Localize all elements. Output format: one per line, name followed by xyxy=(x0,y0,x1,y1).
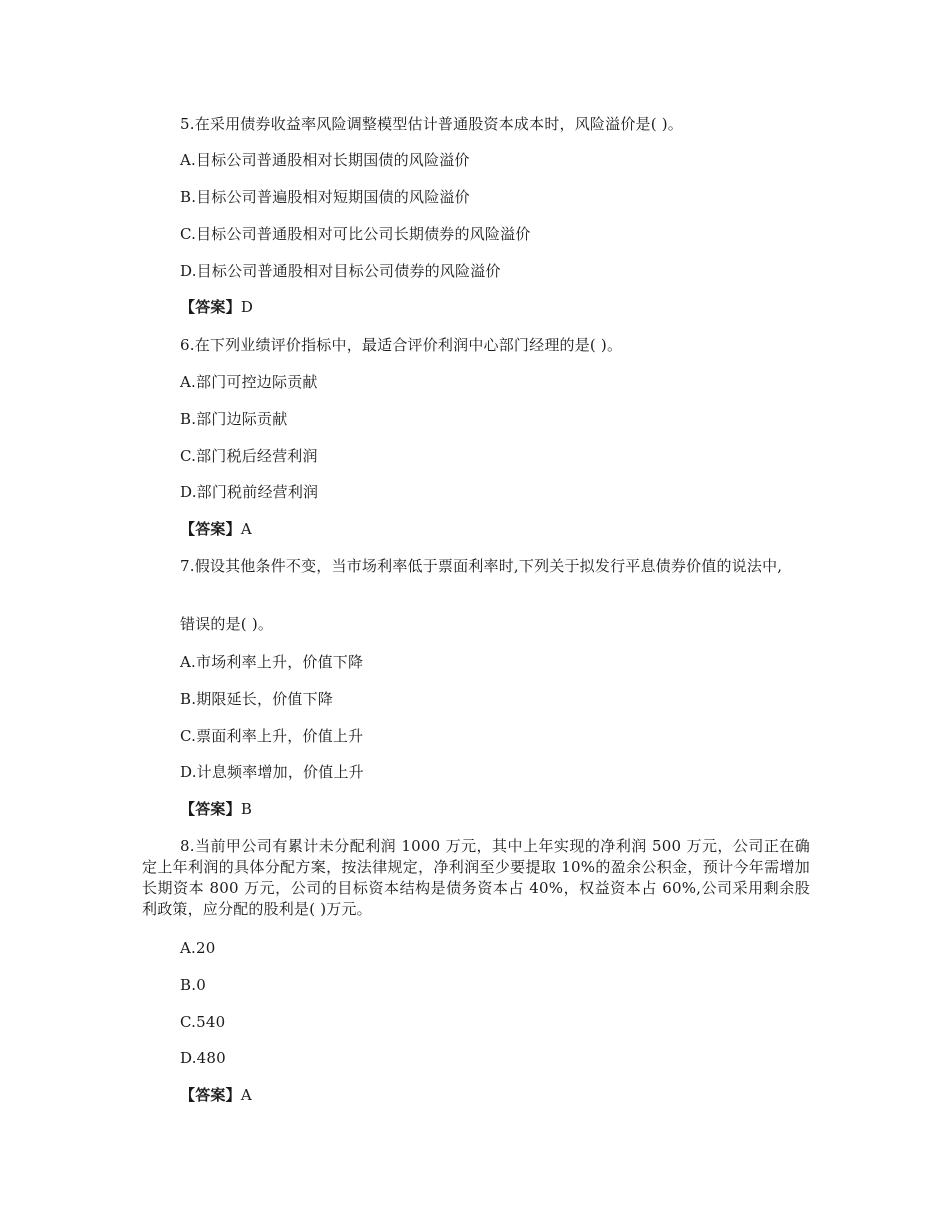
question-7-stem-text: 7.假设其他条件不变，当市场利率低于票面利率时,下列关于拟发行平息债券价值的说法中, xyxy=(180,557,783,575)
answer-label: 【答案】 xyxy=(180,520,241,538)
answer-label: 【答案】 xyxy=(180,800,241,818)
question-8-option-d: D.480 xyxy=(180,1049,226,1067)
question-5-option-c: C.目标公司普通股相对可比公司长期债券的风险溢价 xyxy=(180,225,531,243)
question-7-option-a: A.市场利率上升，价值下降 xyxy=(180,653,364,671)
question-5-stem: 5.在采用债券收益率风险调整模型估计普通股资本成本时，风险溢价是( )。 xyxy=(180,115,683,133)
answer-value: A xyxy=(240,520,252,538)
question-5-option-a: A.目标公司普通股相对长期国债的风险溢价 xyxy=(180,151,470,169)
question-6-option-d: D.部门税前经营利润 xyxy=(180,483,319,501)
answer-label: 【答案】 xyxy=(180,1086,241,1104)
question-7-option-c: C.票面利率上升，价值上升 xyxy=(180,727,364,745)
question-5-answer xyxy=(180,297,253,317)
question-7-option-d: D.计息频率增加，价值上升 xyxy=(180,763,364,781)
question-6-stem: 6.在下列业绩评价指标中，最适合评价利润中心部门经理的是( )。 xyxy=(180,336,623,354)
answer-label: 【答案】 xyxy=(180,298,241,316)
question-6-option-c: C.部门税后经营利润 xyxy=(180,447,318,465)
question-6-answer xyxy=(180,519,252,539)
question-8-option-b: B.0 xyxy=(180,976,206,994)
answer-value: A xyxy=(240,1086,252,1104)
question-8-stem xyxy=(142,836,810,920)
question-7-answer xyxy=(180,799,252,819)
question-8-option-a: A.20 xyxy=(180,939,216,957)
question-5-option-d: D.目标公司普通股相对目标公司债券的风险溢价 xyxy=(180,262,501,280)
question-8-stem-text: 8.当前甲公司有累计未分配利润 1000 万元，其中上年实现的净利润 500 万元，公司正在确定上年利润的具体分配方案，按法律规定，净利润至少要提取 10%的盈余公积金，预计今年需增加长期资本 800 万元，公司的目标资本结构是债务资本占 40%，权益资本占 60%,公司采用剩余股利政策，应分配的股利是( )万元。 xyxy=(142,837,810,918)
question-8-option-c: C.540 xyxy=(180,1013,226,1031)
question-8-answer xyxy=(180,1085,252,1105)
question-7-stem-continued: 错误的是( )。 xyxy=(180,615,274,633)
question-6-option-a: A.部门可控边际贡献 xyxy=(180,373,318,391)
question-7-option-b: B.期限延长，价值下降 xyxy=(180,690,333,708)
question-5-option-b: B.目标公司普遍股相对短期国债的风险溢价 xyxy=(180,188,470,206)
answer-value: B xyxy=(240,800,253,818)
question-6-option-b: B.部门边际贡献 xyxy=(180,410,288,428)
question-7-stem xyxy=(142,556,810,577)
answer-value: D xyxy=(240,298,254,316)
